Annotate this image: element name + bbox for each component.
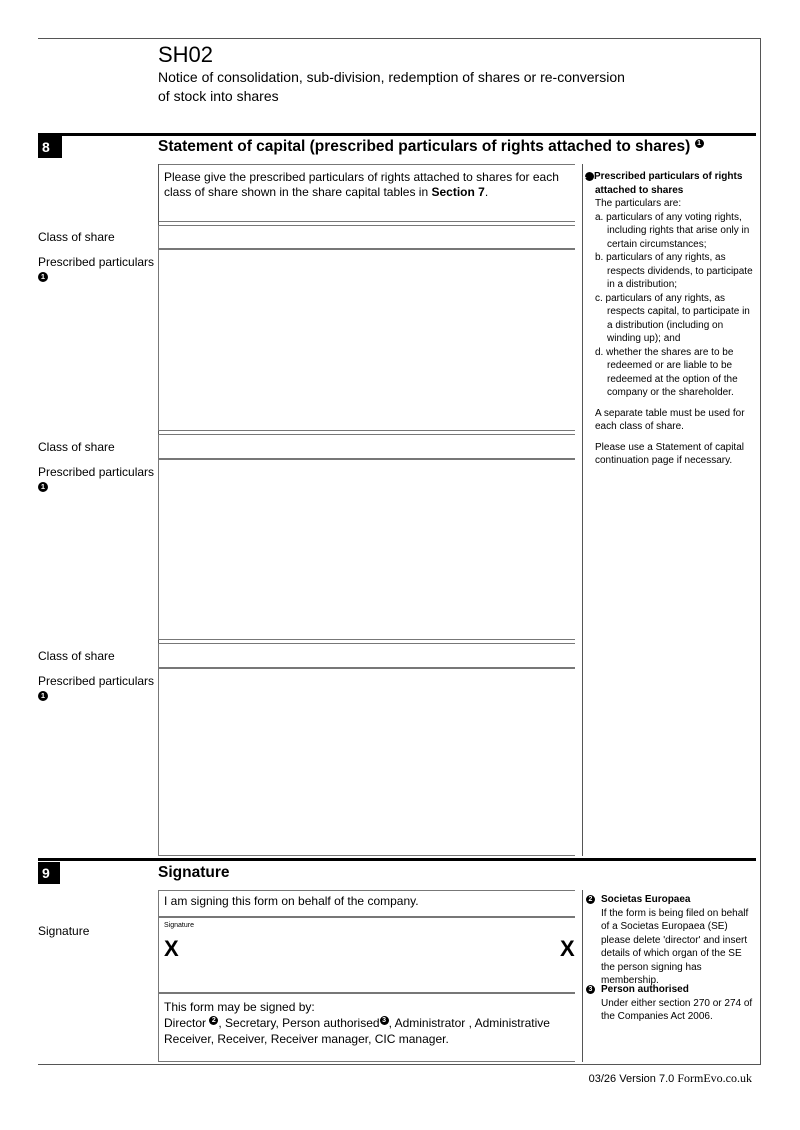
section9-sidenote-2	[585, 893, 757, 988]
form-code: SH02	[158, 42, 214, 67]
sidenote-para2: A separate table must be used for each class of share.	[595, 407, 745, 432]
note-3-icon: 3	[380, 1016, 389, 1025]
section8-instruction	[164, 170, 572, 200]
sidenote-2-text: If the form is being filed on behalf of a Societas Europaea (SE) please delete 'director' and insert details of which organ of the SE the person signing has membership.	[601, 907, 749, 986]
note-2-icon: 2	[209, 1016, 218, 1025]
class-of-share-label-2: Class of share	[38, 440, 115, 454]
signed-by-text	[164, 999, 572, 1047]
note-1-icon: 1	[695, 139, 704, 148]
section9-rule	[38, 858, 756, 861]
prescribed-particulars-label-3	[38, 674, 154, 702]
signature-box-caption: Signature	[164, 922, 194, 929]
note-3-icon: 3	[586, 985, 595, 994]
section9-column-divider	[582, 890, 583, 1062]
prescribed-particulars-text-3: Prescribed particulars	[38, 674, 155, 688]
sidenote-item-b: b. particulars of any rights, as respects dividends, to participate in a distribution;	[595, 252, 753, 290]
note-1-icon: 1	[38, 482, 48, 492]
sidenote-title: Prescribed particulars of rights attached to shares	[594, 171, 743, 196]
signer-director: Director	[164, 1016, 207, 1030]
footer	[589, 1071, 752, 1086]
signature-field[interactable]	[158, 917, 575, 993]
footer-brand: FormEvo.co.uk	[677, 1071, 752, 1085]
prescribed-particulars-input-3[interactable]	[158, 668, 575, 856]
class-of-share-label-3: Class of share	[38, 649, 115, 663]
class-of-share-label-1: Class of share	[38, 230, 115, 244]
sign-here-right-mark: X	[560, 936, 575, 961]
section8-column-divider	[582, 164, 583, 856]
section8-title	[158, 138, 704, 156]
section8-number: 8	[38, 136, 62, 158]
sidenote-para3: Please use a Statement of capital continuation page if necessary.	[595, 441, 744, 466]
sidenote-2-title: Societas Europaea	[601, 894, 691, 905]
sidenote-item-d: d. whether the shares are to be redeemed or are liable to be redeemed at the option of the company or the shareholder.	[595, 346, 738, 398]
note-2-icon: 2	[586, 895, 595, 904]
bottom-rule	[38, 1064, 761, 1065]
sidenote-body	[585, 197, 757, 211]
signer-rest: , Administrator , Administrative	[388, 1016, 550, 1030]
sidenote-item-c: c. particulars of any rights, as respects capital, to participate in a distribution (including on winding up); and	[595, 292, 750, 344]
instruction-end: .	[484, 185, 489, 199]
form-description-line1: Notice of consolidation, sub-division, redemption of shares or re-conversion	[158, 69, 625, 85]
instruction-text: Please give the prescribed particulars of rights attached to shares for each class of share shown in the share capital tables in	[164, 170, 559, 199]
top-rule	[38, 38, 761, 39]
note-1-icon: 1	[585, 172, 594, 181]
signed-by-heading: This form may be signed by:	[164, 1000, 315, 1014]
prescribed-particulars-input-1[interactable]	[158, 249, 575, 431]
sidenote-list	[585, 211, 757, 400]
right-frame	[760, 38, 761, 1065]
section8-sidenote	[582, 170, 757, 468]
sidenote-3-text: Under either section 270 or 274 of the Companies Act 2006.	[601, 997, 753, 1022]
class-of-share-input-1[interactable]	[158, 225, 575, 249]
class-of-share-input-2[interactable]	[158, 434, 575, 459]
section9-sidenote-3	[585, 983, 757, 1024]
signature-label: Signature	[38, 924, 90, 938]
instruction-section-ref: Section 7	[431, 185, 485, 199]
section8-title-text: Statement of capital (prescribed particulars of rights attached to shares)	[158, 138, 691, 155]
signed-by-line1	[164, 1015, 572, 1031]
sidenote-intro: The particulars are:	[595, 198, 682, 209]
signer-mid: , Secretary, Person authorised	[218, 1016, 380, 1030]
section9-number: 9	[38, 862, 60, 884]
class-of-share-input-3[interactable]	[158, 643, 575, 668]
footer-version: 03/26 Version 7.0	[588, 1073, 675, 1085]
prescribed-particulars-text-2: Prescribed particulars	[38, 465, 155, 479]
note-1-icon: 1	[38, 272, 48, 282]
section9-title: Signature	[158, 864, 230, 881]
prescribed-particulars-text-1: Prescribed particulars	[38, 255, 155, 269]
form-description-line2: of stock into shares	[158, 88, 279, 104]
sidenote-3-title: Person authorised	[601, 984, 689, 995]
prescribed-particulars-label-1	[38, 255, 154, 283]
sidenote-item-a: a. particulars of any voting rights, including rights that arise only in certain circumstances;	[595, 211, 750, 250]
signing-statement: I am signing this form on behalf of the company.	[164, 894, 419, 908]
prescribed-particulars-input-2[interactable]	[158, 459, 575, 640]
note-1-icon: 1	[38, 691, 48, 701]
section8-rule	[38, 133, 756, 136]
signed-by-line2: Receiver, Receiver, Receiver manager, CIC manager.	[164, 1032, 449, 1046]
prescribed-particulars-label-2	[38, 465, 154, 493]
sign-here-left-mark: X	[164, 936, 179, 961]
sidenote-heading	[582, 170, 757, 197]
